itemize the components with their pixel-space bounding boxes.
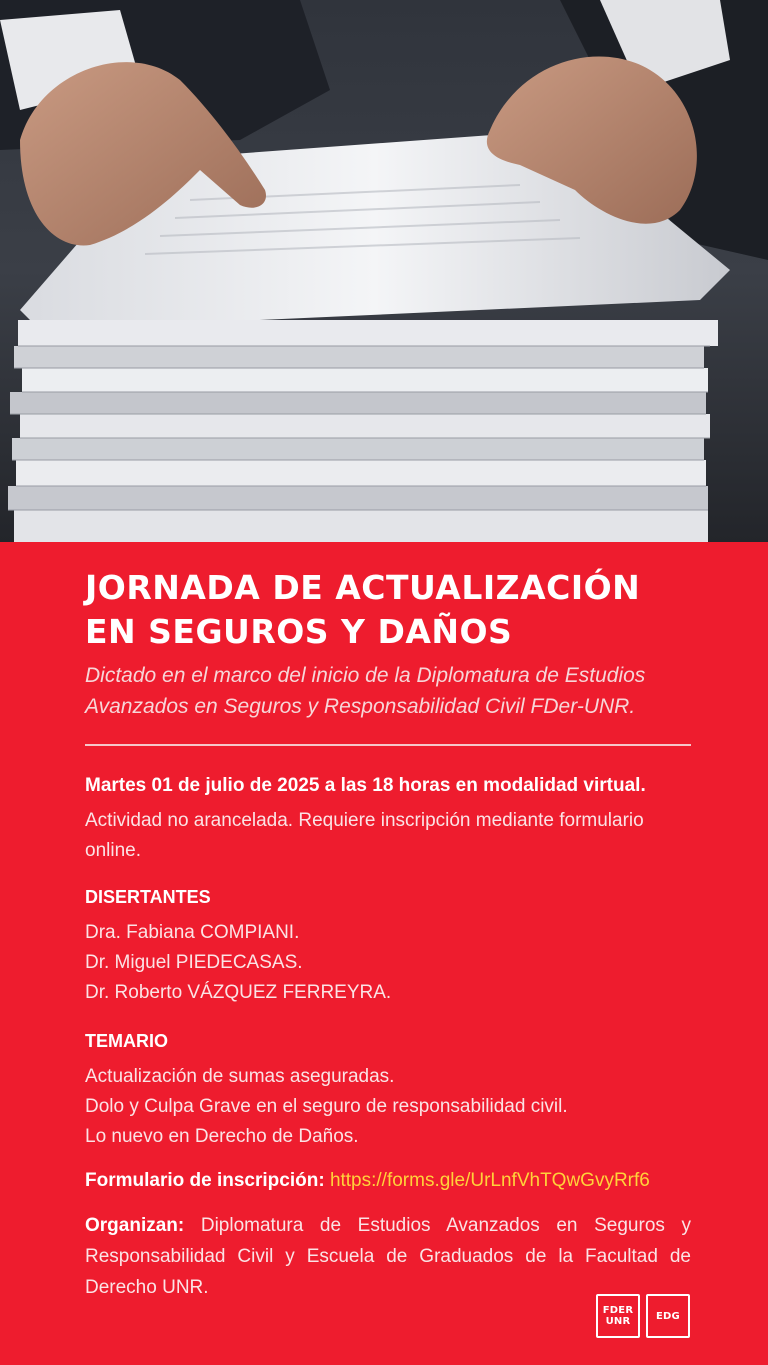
event-title (85, 542, 691, 654)
organizers-text: Diplomatura de Estudios Avanzados en Seguros y Responsabilidad Civil y Escuela de Graduados de la Facultad de Derecho UNR. (85, 1215, 691, 1298)
event-title-line-2: EN SEGUROS Y DAÑOS (85, 612, 513, 651)
topic-item: Dolo y Culpa Grave en el seguro de responsabilidad civil. (85, 1096, 568, 1117)
event-details (85, 542, 691, 1303)
papers-illustration (0, 0, 768, 542)
edg-logo (646, 1294, 690, 1338)
registration-form (85, 1166, 691, 1196)
event-subtitle-line-1: Dictado en el marco del inicio de la Diplomatura de Estudios (85, 664, 646, 687)
speakers-list (85, 918, 691, 1008)
registration-form-link[interactable]: https://forms.gle/UrLnfVhTQwGvyRrf6 (329, 1170, 650, 1191)
speakers-heading: DISERTANTES (85, 887, 211, 907)
speaker-item: Dr. Roberto VÁZQUEZ FERREYRA. (85, 982, 392, 1003)
event-subtitle-line-2: Avanzados en Seguros y Responsabilidad Civil FDer-UNR. (85, 695, 636, 718)
topics-list (85, 1062, 691, 1152)
speaker-item: Dr. Miguel PIEDECASAS. (85, 952, 303, 973)
edg-logo-text: EDG (656, 1310, 680, 1322)
divider (85, 744, 691, 746)
topic-item: Lo nuevo en Derecho de Daños. (85, 1126, 359, 1147)
topic-item: Actualización de sumas aseguradas. (85, 1066, 395, 1087)
registration-form-label: Formulario de inscripción: (85, 1170, 325, 1191)
speaker-item: Dra. Fabiana COMPIANI. (85, 922, 300, 943)
event-title-line-1: JORNADA DE ACTUALIZACIÓN (85, 568, 641, 607)
organizers (85, 1210, 691, 1303)
stack-of-papers-photo (0, 0, 768, 542)
event-fee-note: Actividad no arancelada. Requiere inscripción mediante formulario online. (85, 810, 644, 861)
fder-logo-line-1: FDER (602, 1305, 634, 1316)
topics-heading: TEMARIO (85, 1031, 168, 1051)
organizers-label: Organizan: (85, 1215, 185, 1236)
event-subtitle (85, 660, 691, 722)
fder-unr-logo (596, 1294, 640, 1338)
event-date: Martes 01 de julio de 2025 a las 18 horas en modalidad virtual. (85, 775, 646, 796)
fder-logo-line-2: UNR (605, 1316, 631, 1327)
logos (596, 1294, 690, 1338)
